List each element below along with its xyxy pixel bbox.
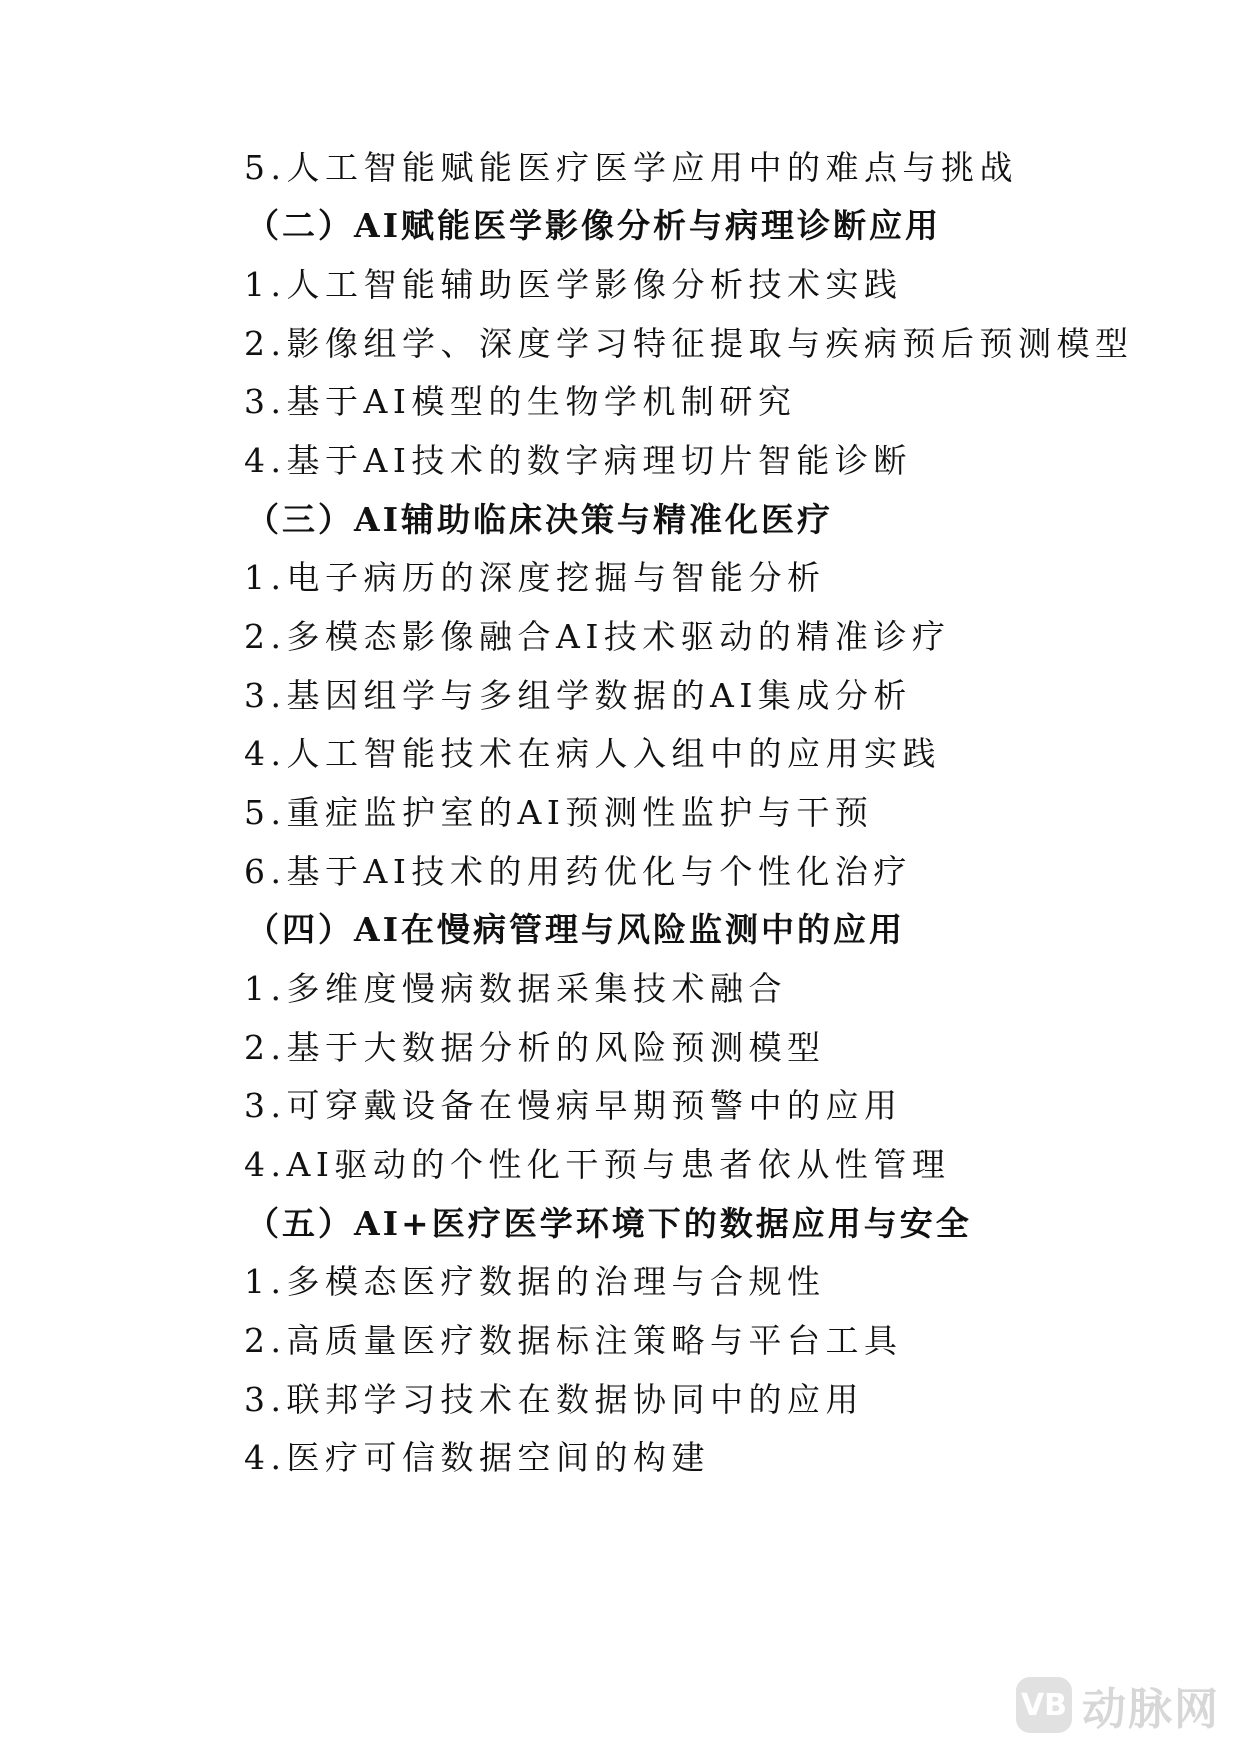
- section-heading: （四）AI在慢病管理与风险监测中的应用: [246, 910, 906, 949]
- list-item: 4.医疗可信数据空间的构建: [244, 1438, 710, 1477]
- list-item: 3.可穿戴设备在慢病早期预警中的应用: [244, 1086, 903, 1125]
- watermark-text: 动脉网: [1082, 1684, 1220, 1735]
- watermark: [1016, 1673, 1220, 1737]
- list-item: 1.电子病历的深度挖掘与智能分析: [244, 558, 826, 597]
- list-item: 5.重症监护室的AI预测性监护与干预: [244, 793, 874, 832]
- section-heading: （二）AI赋能医学影像分析与病理诊断应用: [246, 206, 942, 245]
- list-item: 1.多维度慢病数据采集技术融合: [244, 969, 787, 1008]
- list-item: 6.基于AI技术的用药优化与个性化治疗: [244, 852, 912, 891]
- section-heading: （五）AI+医疗医学环境下的数据应用与安全: [246, 1204, 972, 1243]
- section-heading: （三）AI辅助临床决策与精准化医疗: [246, 500, 834, 539]
- list-item: 4.人工智能技术在病人入组中的应用实践: [244, 734, 941, 773]
- list-item: 1.人工智能辅助医学影像分析技术实践: [244, 265, 903, 304]
- list-item: 3.联邦学习技术在数据协同中的应用: [244, 1380, 864, 1419]
- list-item: 5.人工智能赋能医疗医学应用中的难点与挑战: [244, 148, 1018, 187]
- list-item: 2.高质量医疗数据标注策略与平台工具: [244, 1321, 903, 1360]
- list-item: 4.AI驱动的个性化干预与患者依从性管理: [244, 1145, 951, 1184]
- list-item: 3.基于AI模型的生物学机制研究: [244, 382, 797, 421]
- list-item: 3.基因组学与多组学数据的AI集成分析: [244, 676, 912, 715]
- list-item: 2.影像组学、深度学习特征提取与疾病预后预测模型: [244, 324, 1134, 363]
- list-item: 4.基于AI技术的数字病理切片智能诊断: [244, 441, 912, 480]
- list-item: 2.基于大数据分析的风险预测模型: [244, 1028, 826, 1067]
- list-item: 1.多模态医疗数据的治理与合规性: [244, 1262, 826, 1301]
- watermark-logo-icon: VB: [1016, 1677, 1072, 1733]
- list-item: 2.多模态影像融合AI技术驱动的精准诊疗: [244, 617, 951, 656]
